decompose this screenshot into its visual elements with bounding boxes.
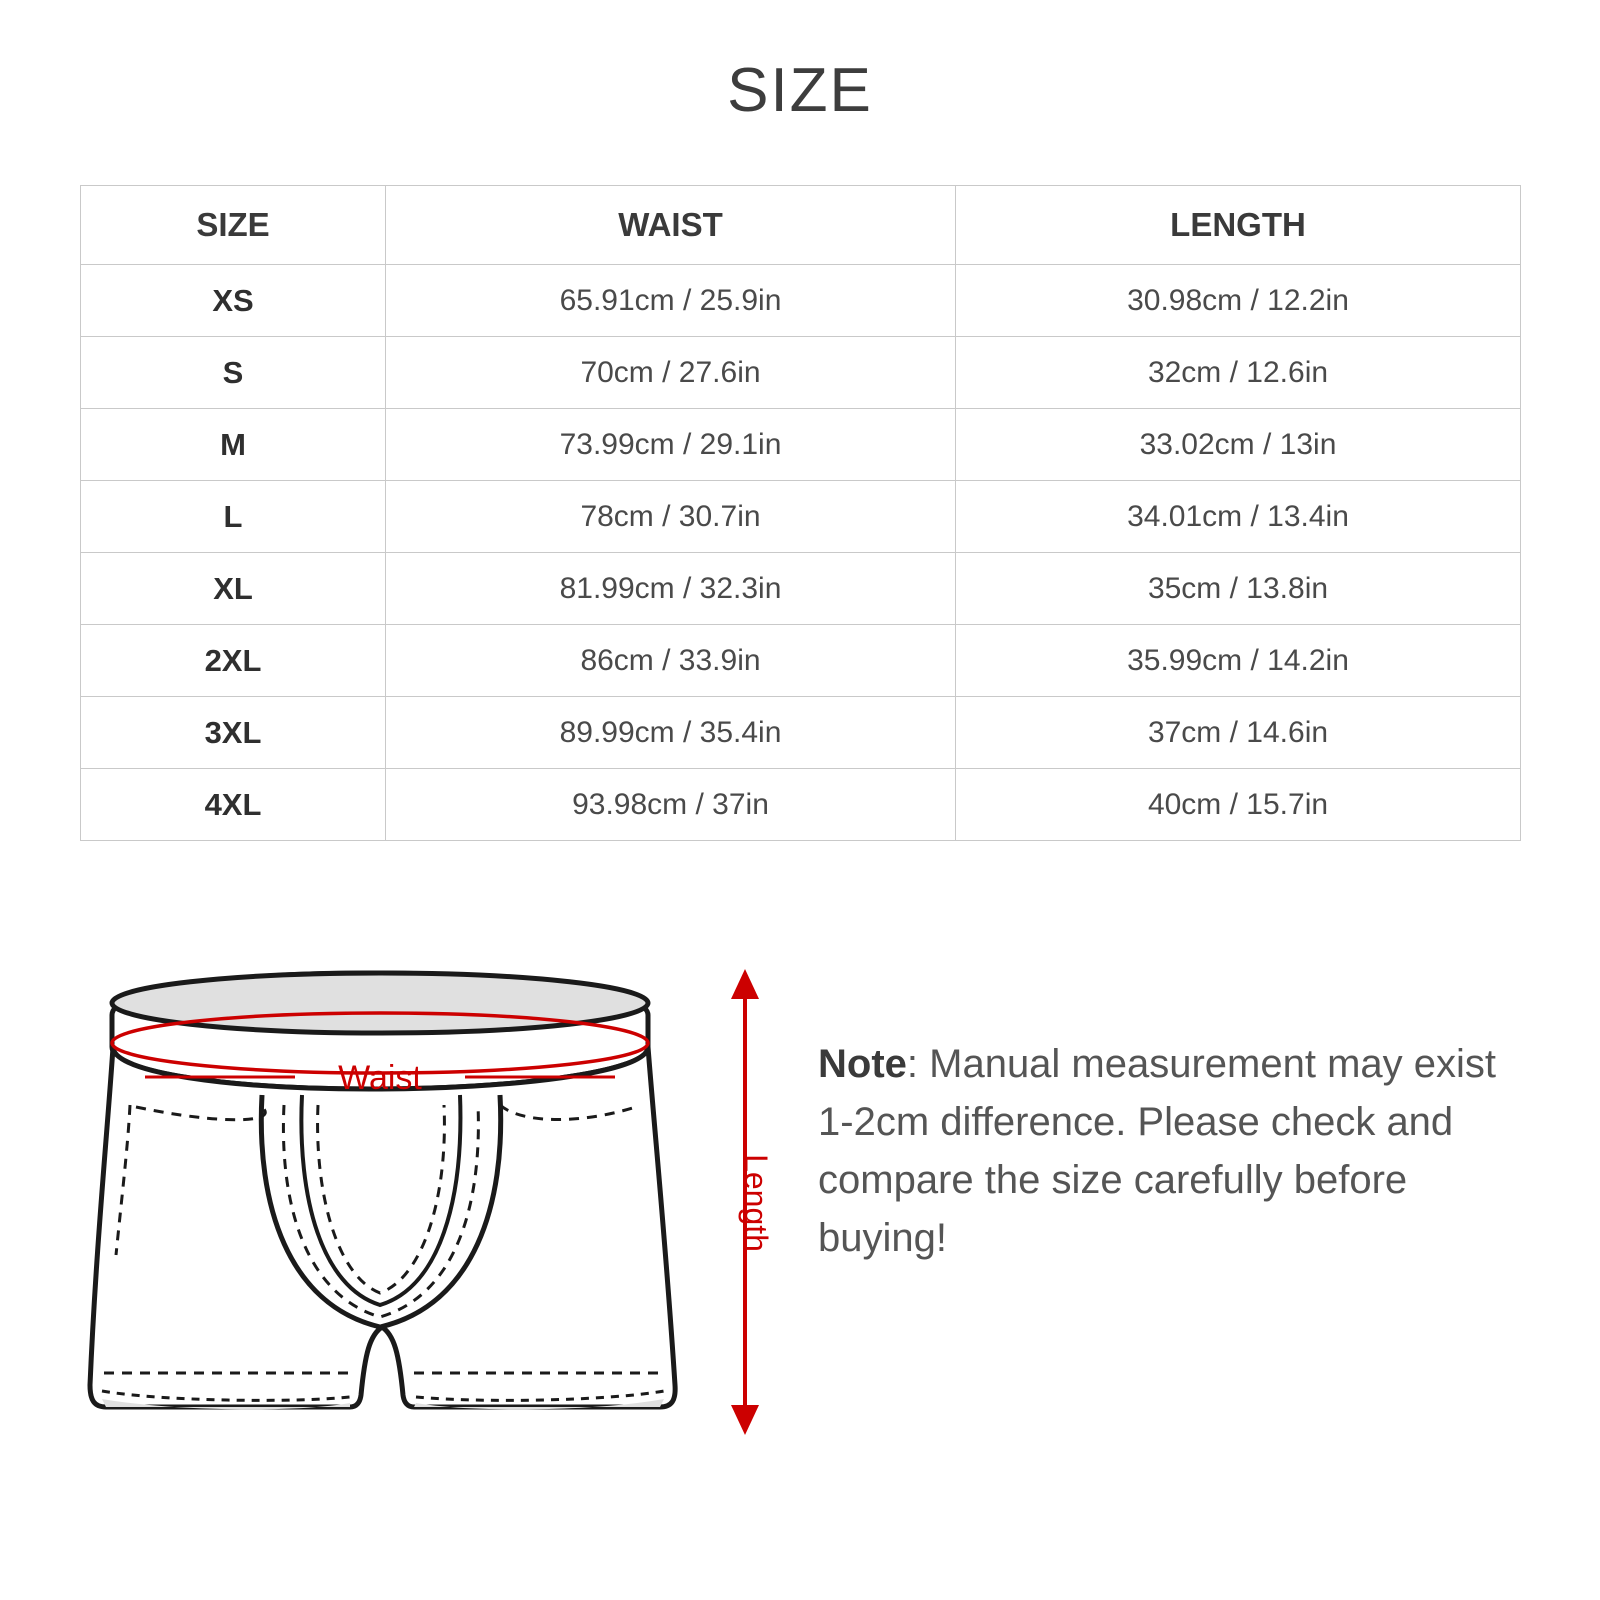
cell-waist: 70cm / 27.6in	[386, 337, 956, 409]
note-separator: :	[906, 1042, 930, 1086]
cell-waist: 78cm / 30.7in	[386, 481, 956, 553]
table-row	[81, 481, 1521, 553]
table-row	[81, 553, 1521, 625]
boxer-briefs-illustration	[50, 955, 690, 1475]
cell-waist: 65.91cm / 25.9in	[386, 265, 956, 337]
table-row	[81, 697, 1521, 769]
cell-waist: 93.98cm / 37in	[386, 769, 956, 841]
cell-waist: 89.99cm / 35.4in	[386, 697, 956, 769]
column-header-length: LENGTH	[956, 186, 1521, 265]
cell-waist: 86cm / 33.9in	[386, 625, 956, 697]
length-measure-label: Length	[738, 1154, 774, 1252]
column-header-size: SIZE	[81, 186, 386, 265]
page-title: SIZE	[727, 56, 873, 125]
note-label: Note	[818, 1042, 907, 1086]
cell-length: 30.98cm / 12.2in	[956, 265, 1521, 337]
note-text: Manual measurement may exist 1-2cm difference. Please check and compare the size carefully before buying!	[818, 1042, 1497, 1260]
measurement-illustration-area	[0, 955, 1600, 1555]
cell-size: 4XL	[81, 769, 386, 841]
table-header-row	[81, 186, 1521, 265]
table-row	[81, 337, 1521, 409]
cell-length: 35cm / 13.8in	[956, 553, 1521, 625]
cell-length: 37cm / 14.6in	[956, 697, 1521, 769]
size-chart-table	[80, 185, 1521, 841]
cell-size: 3XL	[81, 697, 386, 769]
cell-length: 40cm / 15.7in	[956, 769, 1521, 841]
cell-size: M	[81, 409, 386, 481]
cell-size: L	[81, 481, 386, 553]
table-row	[81, 409, 1521, 481]
table-row	[81, 265, 1521, 337]
column-header-waist: WAIST	[386, 186, 956, 265]
cell-waist: 81.99cm / 32.3in	[386, 553, 956, 625]
cell-size: XS	[81, 265, 386, 337]
table-row	[81, 625, 1521, 697]
cell-length: 32cm / 12.6in	[956, 337, 1521, 409]
length-measure-arrow	[700, 965, 790, 1445]
note-block	[818, 1035, 1518, 1267]
waist-measure-label: Waist	[338, 1059, 422, 1097]
cell-length: 34.01cm / 13.4in	[956, 481, 1521, 553]
cell-length: 33.02cm / 13in	[956, 409, 1521, 481]
table-row	[81, 769, 1521, 841]
cell-size: XL	[81, 553, 386, 625]
cell-length: 35.99cm / 14.2in	[956, 625, 1521, 697]
cell-size: S	[81, 337, 386, 409]
cell-waist: 73.99cm / 29.1in	[386, 409, 956, 481]
cell-size: 2XL	[81, 625, 386, 697]
